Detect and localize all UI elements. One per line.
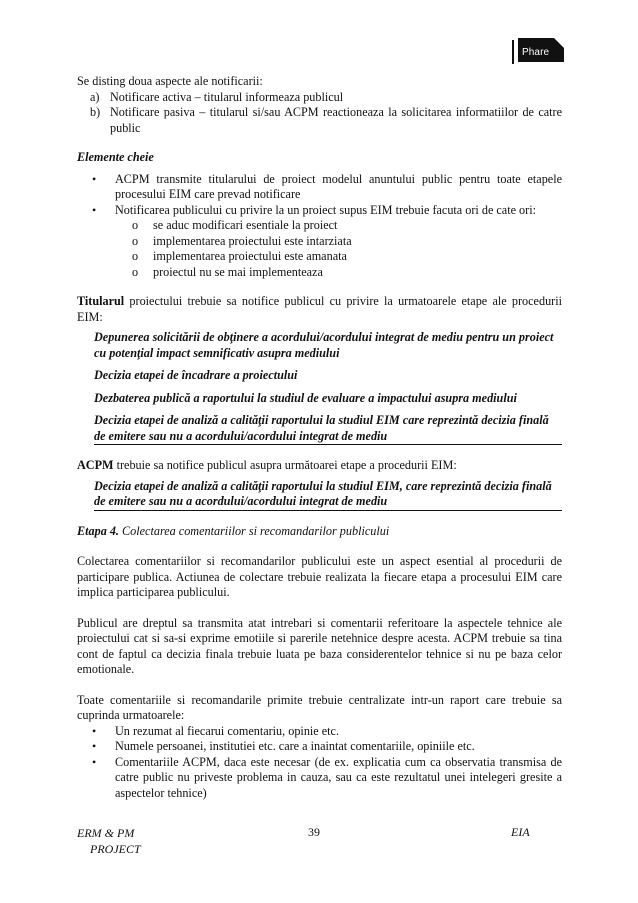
acpm-stages <box>94 479 562 510</box>
stage-item: Depunerea solicitării de obţinere a acordului/acordului integrat de mediu pentru un proiect cu potenţial impact semnificativ asupra mediului <box>94 330 554 360</box>
sub-list-item-text: implementarea proiectului este intarziata <box>153 233 352 248</box>
bullet-icon: • <box>92 202 97 217</box>
sub-list-item-text: se aduc modificari esentiale la proiect <box>153 218 338 232</box>
stage-item: Dezbaterea publică a raportului la studiul de evaluare a impactului asupra mediului <box>94 390 517 405</box>
acpm-paragraph <box>77 458 562 474</box>
key-elements-list <box>77 172 562 219</box>
acpm-text: trebuie sa notifice publicul asupra următoarei etape a procedurii EIM: <box>113 458 457 472</box>
logo-box <box>518 38 564 62</box>
list-item-text: Notificarea publicului cu privire la un proiect supus EIM trebuie facuta ori de cate ori: <box>115 202 536 217</box>
sub-list-item <box>77 218 562 234</box>
intro-text: Se disting doua aspecte ale notificarii: <box>77 74 263 88</box>
list-item <box>77 724 562 740</box>
bullet-icon: • <box>92 723 97 738</box>
sub-list-item-text: implementarea proiectului este amanata <box>153 249 347 263</box>
list-item <box>77 203 562 219</box>
logo-corner <box>554 38 564 48</box>
etapa-label: Etapa 4. <box>77 523 119 538</box>
list-item <box>77 755 562 802</box>
circle-bullet-icon: o <box>132 249 139 263</box>
list-item <box>77 105 562 136</box>
notification-types-list <box>77 90 562 137</box>
circle-bullet-icon: o <box>132 218 139 232</box>
sub-list-item <box>77 234 562 250</box>
stage-item: Decizia etapei de analiză a calităţii raportului la studiul EIM, care reprezintă decizia finală de emitere sau nu a acordului/acordului integrat de mediu <box>94 478 552 508</box>
bullet-icon: • <box>92 739 97 753</box>
footer-left <box>77 825 141 857</box>
divider <box>94 444 562 445</box>
list-item-text: Comentariile ACPM, daca este necesar (de ex. explicatia cum ca observatia transmisa de catre public nu priveste problema in cauza, sau ca este rezultatul unei intelegeri gresite a aspectelor tehnice) <box>115 754 562 800</box>
logo-text: Phare <box>522 47 550 58</box>
titular-label: Titularul <box>77 294 125 308</box>
list-item-text: Un rezumat al fiecarui comentariu, opinie etc. <box>115 723 340 738</box>
paragraph: Publicul are dreptul sa transmita atat intrebari si comentarii referitoare la aspectele tehnice ale proiectului cat si sa-si exprime emotiile si parerile netehnice despre acesta. ACPM trebuie sa tina cont de faptul ca decizia finala trebuie luata pe baza considerentelor tehnice si nu pe baza celor emotionale. <box>77 615 562 676</box>
list-item-text: Notificare activa – titularul informeaza publicul <box>110 89 344 104</box>
report-contents-list <box>77 724 562 802</box>
list-item <box>77 90 562 106</box>
titular-text: proiectului trebuie sa notifice publicul cu privire la urmatoarele etape ale procedurii EIM: <box>77 294 562 324</box>
footer-right: EIA <box>511 825 530 839</box>
notification-cases-list <box>77 218 562 280</box>
etapa-heading <box>77 524 562 540</box>
section-heading-key-elements: Elemente cheie <box>77 150 154 164</box>
stage-item: Decizia etapei de analiză a calităţii raportului la studiul EIM care reprezintă decizia finală de emitere sau nu a acordului/acordului integrat de mediu <box>94 413 549 443</box>
list-marker: b) <box>90 105 101 119</box>
logo-bar <box>512 40 514 64</box>
sub-list-item <box>77 265 562 281</box>
sub-list-item <box>77 249 562 265</box>
list-item-text: ACPM transmite titularului de proiect modelul anuntului public pentru toate etapele procesului EIM care prevad notificare <box>115 171 562 201</box>
list-item-text: Notificare pasiva – titularul si/sau ACPM reactioneaza la solicitarea informatiilor de catre public <box>110 105 562 135</box>
bullet-icon: • <box>92 754 97 769</box>
etapa-title: Colectarea comentariilor si recomandarilor publicului <box>118 523 390 538</box>
page-number: 39 <box>308 825 320 839</box>
titular-stages <box>94 330 562 444</box>
bullet-icon: • <box>92 171 97 186</box>
list-item <box>77 172 562 203</box>
list-marker: a) <box>90 89 100 104</box>
circle-bullet-icon: o <box>132 233 139 248</box>
paragraph: Colectarea comentariilor si recomandarilor publicului este un aspect esential al procedurii de participare publica. Actiunea de colectare trebuie realizata la fiecare etapa a procesului EIM care implica participarea publicului. <box>77 554 562 599</box>
paragraph: Toate comentariile si recomandarile primite trebuie centralizate intr-un raport care trebuie sa cuprinda urmatoarele: <box>77 692 562 722</box>
footer-project: PROJECT <box>90 842 141 856</box>
list-item-text: Numele persoanei, institutiei etc. care a inaintat comentariile, opiniile etc. <box>115 739 475 753</box>
phare-logo <box>512 38 564 62</box>
page-content <box>77 74 562 801</box>
sub-list-item-text: proiectul nu se mai implementeaza <box>153 264 323 279</box>
circle-bullet-icon: o <box>132 264 139 279</box>
footer-org: ERM & PM <box>77 826 135 840</box>
list-item <box>77 739 562 755</box>
stage-item: Decizia etapei de încadrare a proiectului <box>94 368 298 382</box>
divider <box>94 510 562 511</box>
acpm-label: ACPM <box>77 458 114 472</box>
titular-paragraph <box>77 294 562 325</box>
